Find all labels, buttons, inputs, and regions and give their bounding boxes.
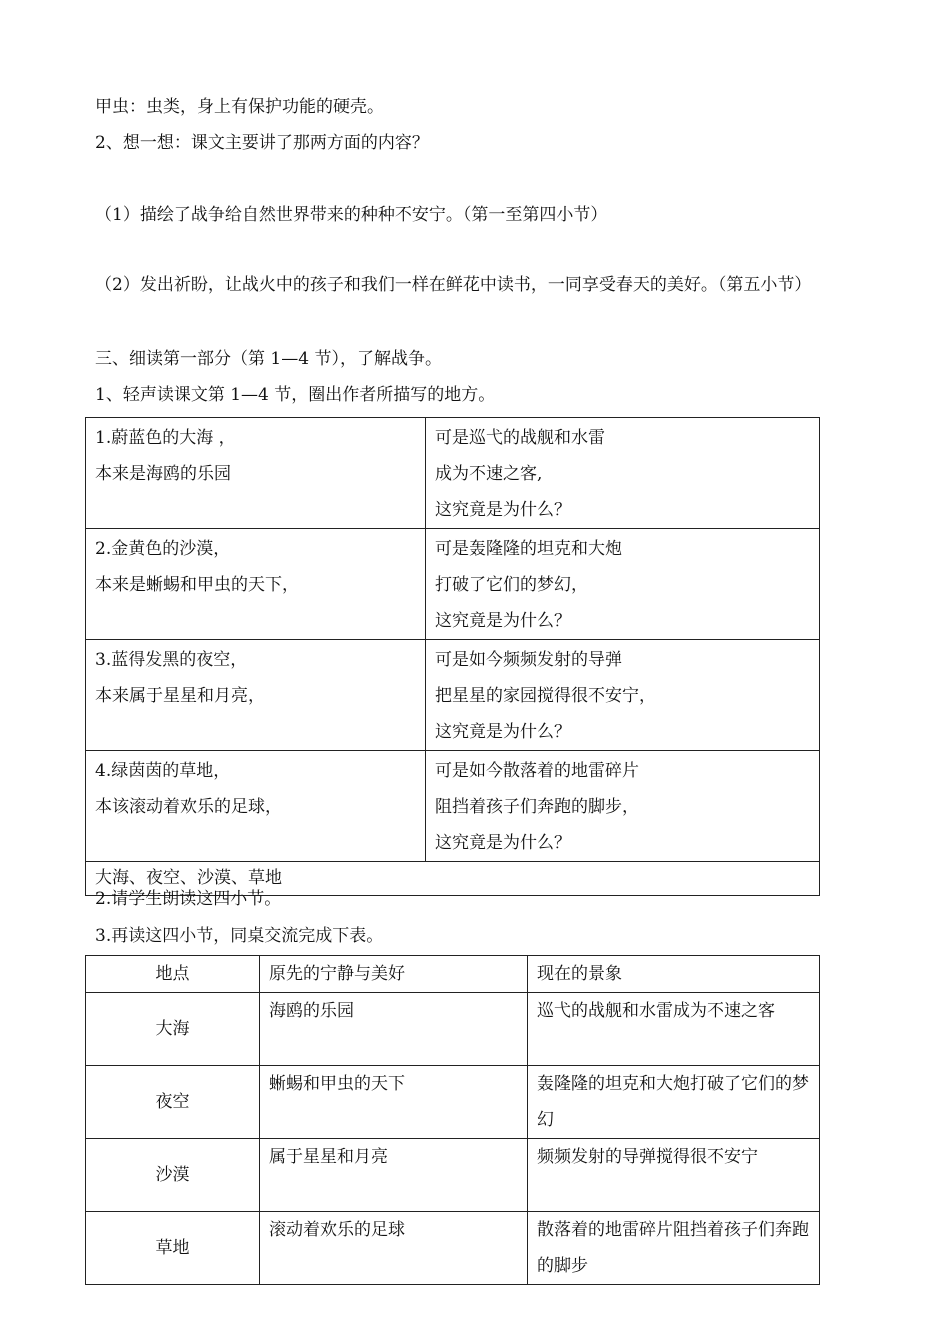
header-place: 地点 (86, 956, 260, 993)
poem-line: 这究竟是为什么？ (435, 611, 571, 631)
poem-line: 可是轰隆隆的坦克和大炮 (435, 539, 622, 559)
poem-row (86, 640, 820, 751)
scene-now: 轰隆隆的坦克和大炮打破了它们的梦幻 (528, 1066, 820, 1139)
scene-row (86, 993, 820, 1066)
poem-right-cell (426, 418, 820, 529)
scene-place: 大海 (86, 993, 260, 1066)
poem-line: 把星星的家园搅得很不安宁， (435, 686, 656, 706)
poem-line: 4.绿茵茵的草地， (95, 761, 231, 781)
scene-before: 海鸥的乐园 (260, 993, 528, 1066)
scene-before: 属于星星和月亮 (260, 1139, 528, 1212)
poem-line: 3.蓝得发黑的夜空， (95, 650, 248, 670)
scene-row (86, 1212, 820, 1285)
poem-left-cell (86, 751, 426, 862)
answer-2: （2）发出祈盼，让战火中的孩子和我们一样在鲜花中读书，一同享受春天的美好。（第五小节） (95, 275, 812, 295)
poem-line: 本来是海鸥的乐园 (95, 464, 231, 484)
scene-place: 草地 (86, 1212, 260, 1285)
scene-now: 巡弋的战舰和水雷成为不速之客 (528, 993, 820, 1066)
poem-line: 本来属于星星和月亮， (95, 686, 265, 706)
poem-line: 这究竟是为什么？ (435, 722, 571, 742)
poem-line: 本来是蜥蜴和甲虫的天下， (95, 575, 299, 595)
poem-line: 本该滚动着欢乐的足球， (95, 797, 282, 817)
poem-line: 2.金黄色的沙漠， (95, 539, 231, 559)
poem-summary-cell: 大海、夜空、沙漠、草地 (86, 862, 820, 896)
scene-header-row (86, 956, 820, 993)
scene-place: 夜空 (86, 1066, 260, 1139)
poem-line: 成为不速之客, (435, 464, 543, 484)
poem-right-cell (426, 640, 820, 751)
poem-row (86, 418, 820, 529)
task-2: 2.请学生朗读这四小节。 (95, 889, 282, 909)
header-now: 现在的景象 (528, 956, 820, 993)
poem-line: 可是巡弋的战舰和水雷 (435, 428, 605, 448)
scene-before: 滚动着欢乐的足球 (260, 1212, 528, 1285)
poem-table (85, 417, 820, 896)
scene-now: 频频发射的导弹搅得很不安宁 (528, 1139, 820, 1212)
poem-line: 可是如今频频发射的导弹 (435, 650, 622, 670)
scene-row (86, 1139, 820, 1212)
section-3-heading: 三、细读第一部分（第 1—4 节），了解战争。 (95, 349, 442, 369)
scene-before: 蜥蜴和甲虫的天下 (260, 1066, 528, 1139)
poem-line: 阻挡着孩子们奔跑的脚步， (435, 797, 639, 817)
poem-left-cell (86, 418, 426, 529)
task-3: 3.再读这四小节，同桌交流完成下表。 (95, 926, 384, 946)
poem-line: 打破了它们的梦幻， (435, 575, 588, 595)
poem-line: 可是如今散落着的地雷碎片 (435, 761, 639, 781)
poem-left-cell (86, 640, 426, 751)
poem-line: 这究竟是为什么？ (435, 500, 571, 520)
definition-jiachong: 甲虫：虫类，身上有保护功能的硬壳。 (95, 97, 384, 117)
scene-place: 沙漠 (86, 1139, 260, 1212)
poem-left-cell (86, 529, 426, 640)
answer-1: （1）描绘了战争给自然世界带来的种种不安宁。（第一至第四小节） (95, 205, 608, 225)
poem-line: 这究竟是为什么？ (435, 833, 571, 853)
poem-line: 1.蔚蓝色的大海 ， (95, 428, 236, 448)
poem-right-cell (426, 529, 820, 640)
poem-row (86, 529, 820, 640)
question-2: 2、想一想：课文主要讲了那两方面的内容？ (95, 133, 429, 153)
poem-row (86, 751, 820, 862)
header-before: 原先的宁静与美好 (260, 956, 528, 993)
scene-table (85, 955, 820, 1285)
scene-row (86, 1066, 820, 1139)
scene-now: 散落着的地雷碎片阻挡着孩子们奔跑的脚步 (528, 1212, 820, 1285)
task-1: 1、轻声读课文第 1—4 节，圈出作者所描写的地方。 (95, 385, 496, 405)
poem-right-cell (426, 751, 820, 862)
